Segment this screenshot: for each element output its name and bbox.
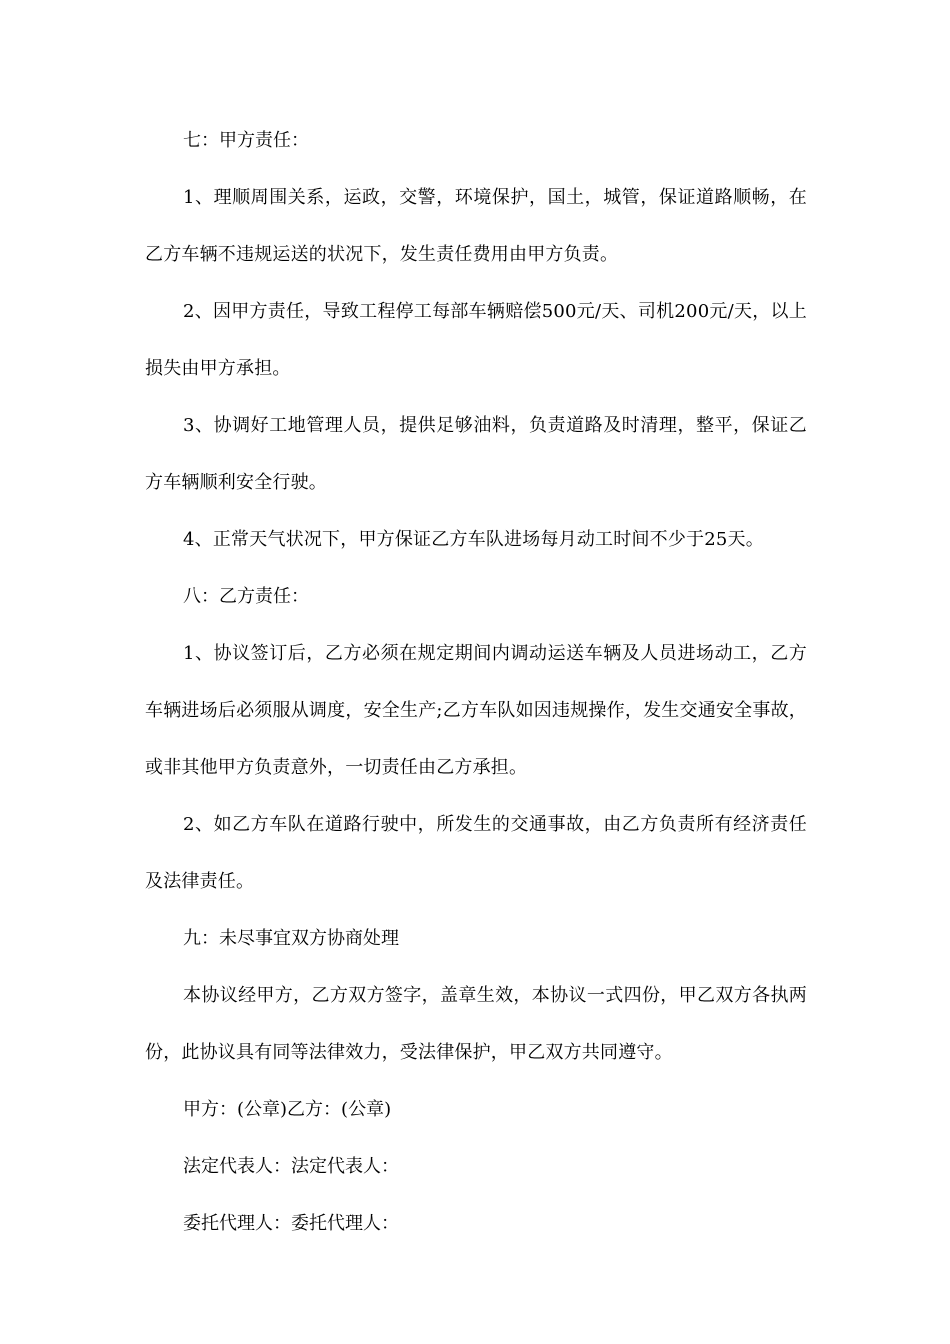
authorized-agent-line: 委托代理人：委托代理人： [183, 1213, 399, 1234]
clause-7-2: 2、因甲方责任，导致工程停工每部车辆赔偿500元/天、司机200元/天，以上损失由甲方承担。 [145, 301, 807, 379]
section-heading-7: 七：甲方责任： [183, 130, 309, 151]
clause-7-4: 4、正常天气状况下，甲方保证乙方车队进场每月动工时间不少于25天。 [183, 529, 764, 550]
clause-8-2: 2、如乙方车队在道路行驶中，所发生的交通事故，由乙方负责所有经济责任及法律责任。 [145, 814, 807, 892]
legal-representative-line: 法定代表人：法定代表人： [183, 1156, 399, 1177]
clause-7-1: 1、理顺周围关系，运政，交警，环境保护，国土，城管，保证道路顺畅，在乙方车辆不违规运送的状况下，发生责任费用由甲方负责。 [145, 187, 807, 265]
clause-7-3: 3、协调好工地管理人员，提供足够油料，负责道路及时清理，整平，保证乙方车辆顺利安全行驶。 [145, 415, 807, 493]
document-page [145, 112, 807, 1252]
agreement-effect-paragraph: 本协议经甲方，乙方双方签字，盖章生效，本协议一式四份，甲乙双方各执两份，此协议具有同等法律效力，受法律保护，甲乙双方共同遵守。 [145, 985, 807, 1063]
signature-seal-line: 甲方：(公章)乙方：(公章) [183, 1099, 392, 1120]
clause-8-1: 1、协议签订后，乙方必须在规定期间内调动运送车辆及人员进场动工，乙方车辆进场后必须服从调度，安全生产;乙方车队如因违规操作，发生交通安全事故，或非其他甲方负责意外，一切责任由乙方承担。 [145, 643, 807, 778]
section-heading-9: 九：未尽事宜双方协商处理 [183, 928, 399, 949]
section-heading-8: 八：乙方责任： [183, 586, 309, 607]
